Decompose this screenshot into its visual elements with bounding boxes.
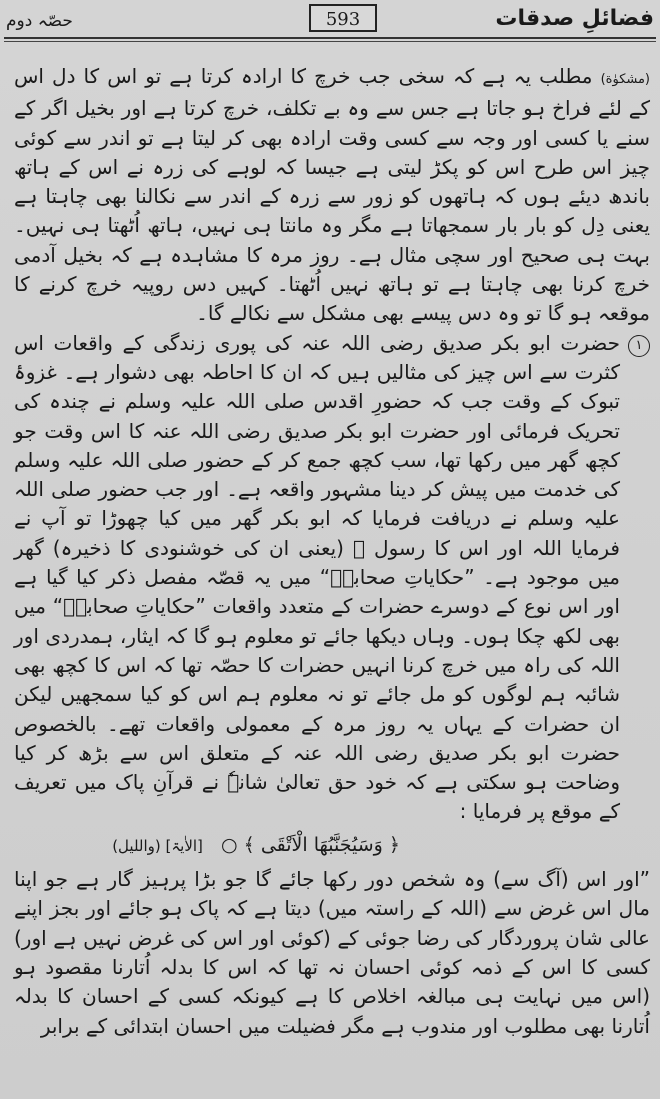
verse-reference: [الاٰیۃ] (واللیل) bbox=[112, 836, 203, 855]
item-number-badge: ١ bbox=[628, 335, 650, 357]
list-item-1 bbox=[14, 329, 650, 827]
page-header bbox=[0, 0, 660, 42]
header-rule-thin bbox=[4, 41, 656, 42]
quran-verse bbox=[14, 831, 650, 861]
book-title: فضائلِ صدقات bbox=[495, 6, 654, 31]
verse-translation: ”اور اس (آگ سے) وہ شخص دور رکھا جائے گا جو بڑا پرہیز گار ہے جو اپنا مال اس غرض سے (اللہ کے راستہ میں) دیتا ہے کہ پاک ہو جائے اور بجز اپنے عالی شان پروردگار کی رضا جوئی کے (کوئی اور اس کی غرض نہیں ہے اور) کسی کا اس کے ذمہ کوئی احسان نہ تھا کہ اس کا بدلہ اُتارنا مقصود ہو (اس میں نہایت ہی مبالغہ اخلاص کا ہے کیونکہ کسی کے احسان کا بدلہ اُتارنا بھی مطلوب اور مندوب ہے مگر فضیلت میں احسان ابتدائی کے برابر bbox=[14, 867, 650, 1038]
page-number: 593 bbox=[309, 4, 377, 32]
page-body bbox=[14, 62, 650, 1041]
part-label: حصّہ دوم bbox=[6, 11, 73, 31]
item-1-text: حضرت ابو بکر صدیق رضی اللہ عنہ کی پوری زندگی کے واقعات اس کثرت سے اس چیز کی مثالیں ہیں کہ ان کا احاطہ بھی دشوار ہے۔ غزوۂ تبوک کے وقت جب کہ حضورِ اقدس صلی اللہ علیہ وسلم نے چندہ کی تحریک فرمائی اور حضرت ابو بکر صدیق رضی اللہ عنہ کا اس وقت جو کچھ گھر میں رکھا تھا، سب کچھ جمع کر کے حضور صلی اللہ علیہ وسلم کی خدمت میں پیش کر دینا مشہور واقعہ ہے۔ اور جب حضور صلی اللہ علیہ وسلم نے دریافت فرمایا کہ ابو بکر گھر میں کیا چھوڑا تو آپ نے فرمایا اللہ اور اس کا رسول ﷺ (یعنی ان کی خوشنودی کا ذخیرہ) گھر میں موجود ہے۔ ”حکایاتِ صحابہؓ“ میں یہ قصّہ مفصل ذکر کیا گیا ہے اور اس نوع کے دوسرے حضرات کے متعدد واقعات ”حکایاتِ صحابہؓ“ میں بھی لکھ چکا ہوں۔ وہاں دیکھا جائے تو معلوم ہو گا کہ ایثار، ہمدردی اور اللہ کی راہ میں خرچ کرنا انہیں حضرات کا حصّہ تھا کہ اس کا کچھ بھی شائبہ ہم لوگوں کو مل جائے تو نہ معلوم ہم اس کو کیا سمجھیں لیکن ان حضرات کے یہاں یہ روز مرہ کے معمولی واقعات تھے۔ بالخصوص حضرت ابو بکر صدیق رضی اللہ عنہ کے متعلق اس سے بڑھ کر کیا وضاحت ہو سکتی ہے کہ خود حق تعالیٰ شانہٗ نے قرآنِ پاک میں تعریف کے موقع پر فرمایا : bbox=[14, 330, 620, 824]
intro-paragraph bbox=[14, 62, 650, 329]
verse-arabic: ﴿ وَسَيُجَنَّبُهَا الْاَتْقَى ﴾ ○ bbox=[221, 833, 400, 856]
intro-text: مطلب یہ ہے کہ سخی جب خرچ کا ارادہ کرتا ہے تو اس کا دل اس کے لئے فراخ ہو جاتا ہے جس سے وہ بے تکلف، خرچ کرتا ہے اور بخیل اگر کے سنے یا کسی اور وجہ سے کسی وقت ارادہ بھی کر لیتا ہے تو اندر سے کوئی چیز اس طرح اس کو پکڑ لیتی ہے جیسا کہ لوہے کی زرہ نے اس کے ہاتھ باندھ دیئے ہوں کہ ہاتھوں کو زور سے زرہ کے اندر سے نکالنا بھی چاہتا ہے یعنی دِل کو بار بار سمجھاتا ہے مگر وہ مانتا ہی نہیں، ہاتھ اُٹھتا ہی نہیں۔ بہت ہی صحیح اور سچی مثال ہے۔ روز مرہ کا مشاہدہ ہے کہ بخیل آدمی خرچ کرنا بھی چاہتا ہے تو ہاتھ نہیں اُٹھتا۔ کہیں دس روپیہ خرچ کرنے کا موقعہ ہو گا تو وہ دس پیسے بھی مشکل سے نکالے گا۔ bbox=[14, 64, 650, 326]
source-reference: (مشکوٰة) bbox=[600, 72, 651, 87]
header-rule bbox=[4, 37, 656, 39]
